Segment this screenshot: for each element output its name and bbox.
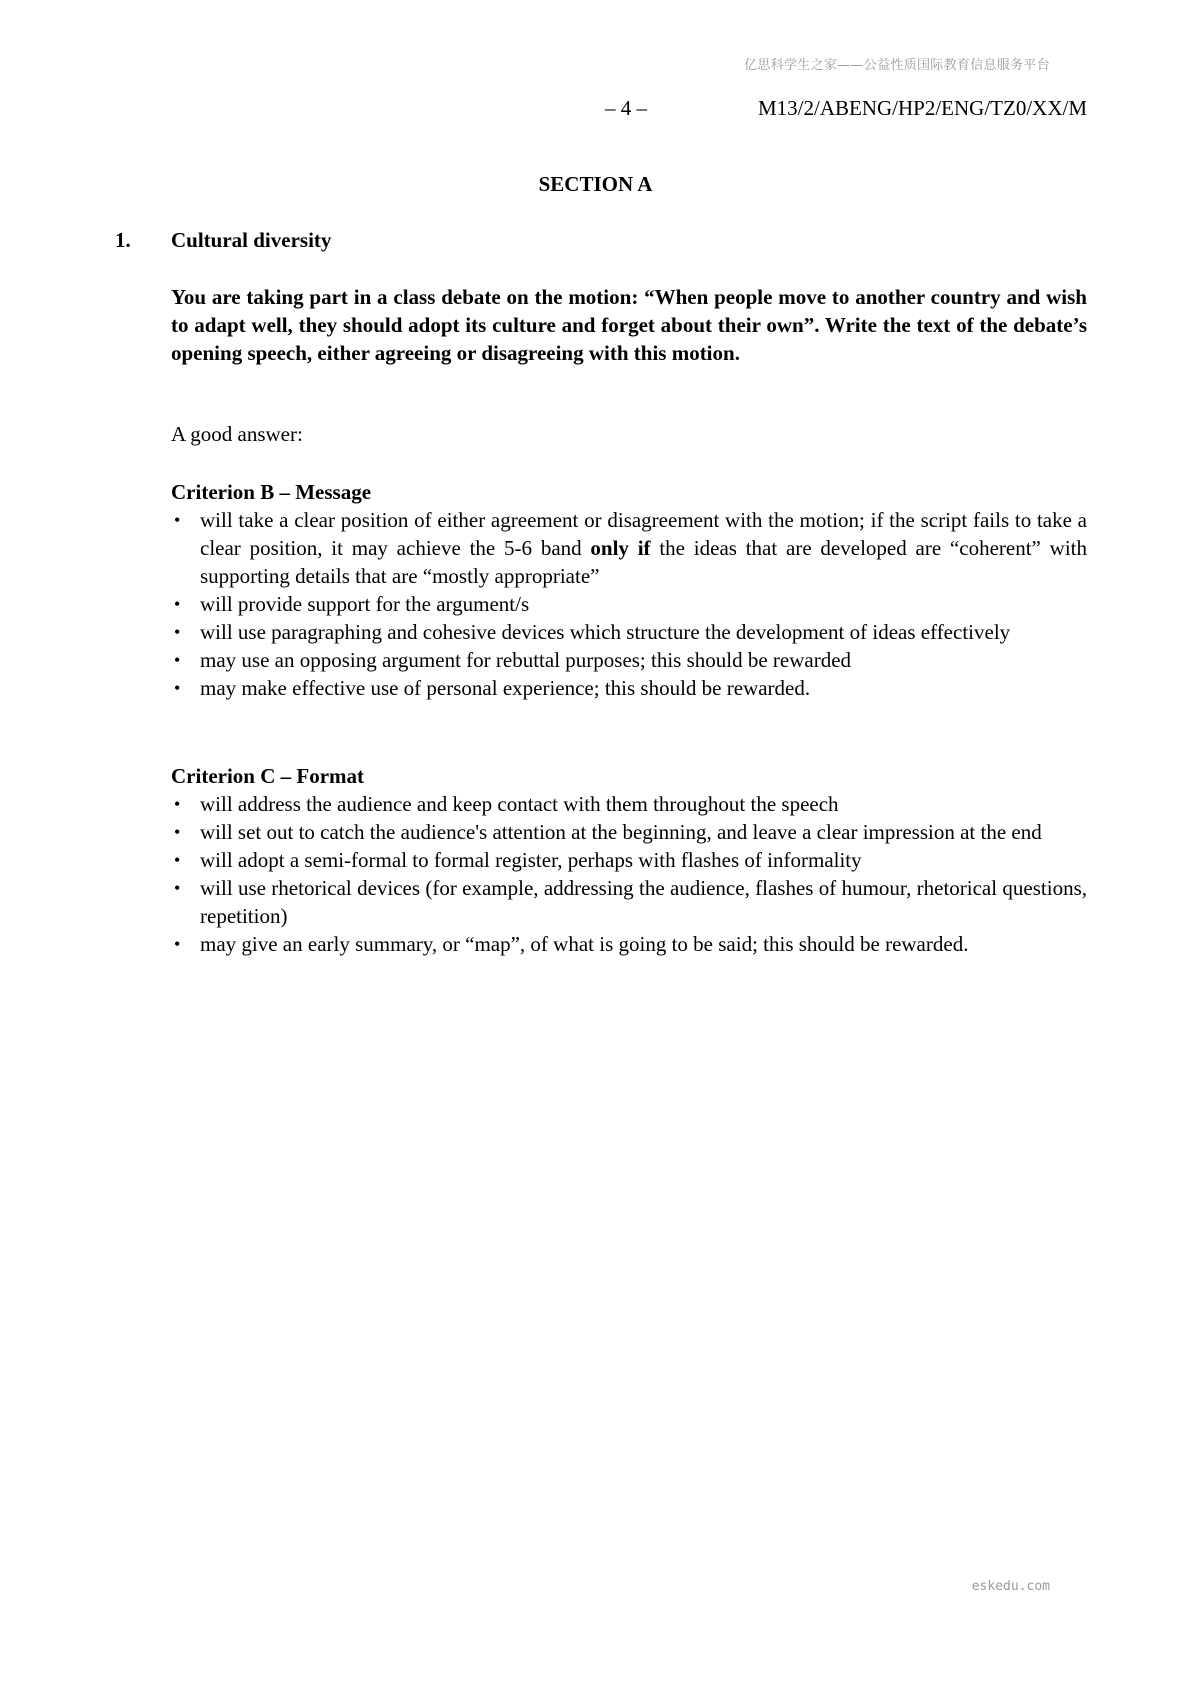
bullet-icon: • (174, 850, 181, 870)
criterion-c-heading: Criterion C – Format (171, 764, 365, 788)
answer-intro: A good answer: (171, 422, 303, 446)
criterion-c (171, 762, 1087, 958)
list-item (171, 790, 1087, 818)
question-title: Cultural diversity (171, 228, 332, 252)
list-item-text: will address the audience and keep contact with them throughout the speech (200, 792, 839, 816)
question-number: 1. (115, 228, 131, 252)
criterion-b-list (171, 506, 1087, 702)
question-prompt: You are taking part in a class debate on the motion: “When people move to another country and wish to adapt well, they should adopt its culture and forget about their own”. Write the text of the debate’s opening speech, either agreeing or disagreeing with this motion. (171, 285, 1087, 365)
list-item-text: may make effective use of personal experience; this should be rewarded. (200, 676, 811, 700)
criterion-b-heading: Criterion B – Message (171, 480, 372, 504)
list-item-text: will use paragraphing and cohesive devices which structure the development of ideas effectively (200, 620, 1011, 644)
list-item (171, 818, 1087, 846)
list-item-text: will use rhetorical devices (for example, addressing the audience, flashes of humour, rhetorical questions, repetition) (200, 876, 1087, 928)
list-item (171, 674, 1087, 702)
section-title: SECTION A (538, 172, 653, 196)
bullet-icon: • (174, 594, 181, 614)
bullet-icon: • (174, 510, 181, 530)
document-code: M13/2/ABENG/HP2/ENG/TZ0/XX/M (757, 96, 1087, 120)
list-item-text: the ideas that are developed are “coherent” with supporting details that are “mostly appropriate” (200, 536, 1087, 588)
bullet-icon: • (174, 878, 181, 898)
emphasis-text: only if (590, 536, 651, 560)
watermark-top-text: 亿思科学生之家——公益性质国际教育信息服务平台 (744, 58, 1050, 73)
list-item (171, 874, 1087, 930)
page-number: – 4 – (605, 96, 647, 120)
bullet-icon: • (174, 622, 181, 642)
criterion-c-list (171, 790, 1087, 958)
list-item-text: may use an opposing argument for rebuttal purposes; this should be rewarded (200, 648, 852, 672)
list-item (171, 646, 1087, 674)
list-item-text: will provide support for the argument/s (200, 592, 530, 616)
list-item-text: will take a clear position of either agreement or disagreement with the motion; if the script fails to take a clear position, it may achieve the 5-6 band (200, 508, 1087, 560)
list-item (171, 506, 1087, 590)
bullet-icon: • (174, 934, 181, 954)
bullet-icon: • (174, 794, 181, 814)
list-item-text: will set out to catch the audience's attention at the beginning, and leave a clear impression at the end (200, 820, 1042, 844)
list-item (171, 590, 1087, 618)
list-item (171, 930, 1087, 958)
bullet-icon: • (174, 650, 181, 670)
list-item (171, 618, 1087, 646)
bullet-icon: • (174, 822, 181, 842)
criterion-b (171, 478, 1087, 702)
list-item-text: will adopt a semi-formal to formal register, perhaps with flashes of informality (200, 848, 862, 872)
list-item (171, 846, 1087, 874)
watermark-bottom-text: eskedu.com (971, 1579, 1050, 1594)
list-item-text: may give an early summary, or “map”, of what is going to be said; this should be rewarded. (200, 932, 969, 956)
bullet-icon: • (174, 678, 181, 698)
